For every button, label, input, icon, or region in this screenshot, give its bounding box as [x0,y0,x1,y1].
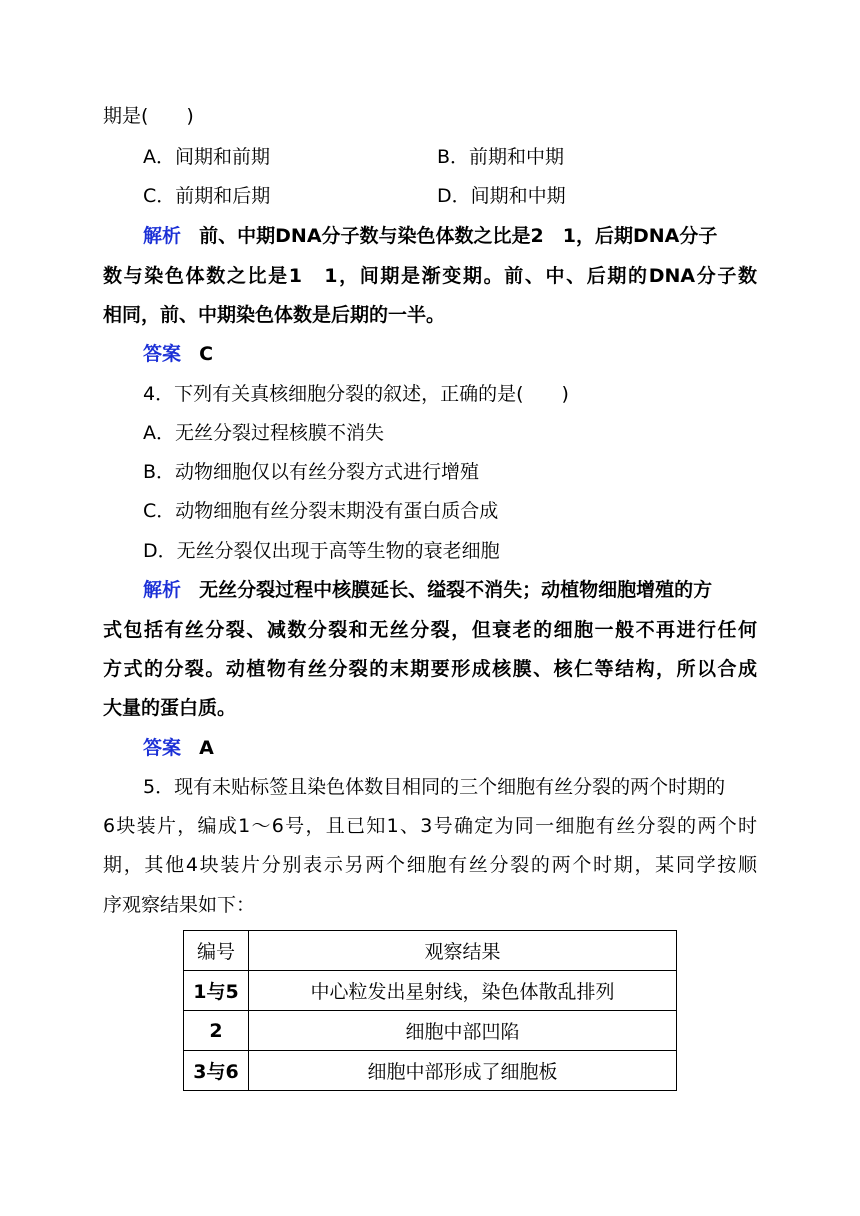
q3-analysis-line-3: 相同，前、中期染色体数是后期的一半。 [103,304,446,326]
q3-option-c: C．前期和后期 [143,185,271,207]
table-cell: 细胞中部凹陷 [249,1011,677,1051]
q4-analysis-line-1 [143,578,712,602]
q4-analysis-line-2: 式包括有丝分裂、减数分裂和无丝分裂，但衰老的细胞一般不再进行任何 [103,619,757,641]
q5-stem-line-3: 期，其他4块装片分别表示另两个细胞有丝分裂的两个时期，某同学按顺 [103,854,757,876]
table-cell: 2 [184,1011,249,1051]
q5-stem-line-1: 5．现有未贴标签且染色体数目相同的三个细胞有丝分裂的两个时期的 [143,776,726,798]
q5-stem-line-2: 6块装片，编成1～6号，且已知1、3号确定为同一细胞有丝分裂的两个时 [103,815,757,837]
q3-analysis-line-1 [143,224,717,248]
q4-answer-value: A [199,737,214,759]
table-cell: 3与6 [184,1051,249,1091]
q4-analysis-line-4: 大量的蛋白质。 [103,697,237,719]
q3-analysis-text-1: 前、中期DNA分子数与染色体数之比是2 1，后期DNA分子 [199,225,718,247]
table-header-row [184,931,677,971]
table-header-cell: 观察结果 [249,931,677,971]
q3-option-a: A．间期和前期 [143,146,270,168]
q4-option-d: D．无丝分裂仅出现于高等生物的衰老细胞 [143,540,500,562]
q4-option-a: A．无丝分裂过程核膜不消失 [143,422,384,444]
q3-stem-tail: 期是( ) [103,105,194,127]
table-cell: 细胞中部形成了细胞板 [249,1051,677,1091]
q4-analysis-label: 解析 [143,579,182,601]
q4-answer [143,736,214,760]
table-header-cell: 编号 [184,931,249,971]
q3-analysis-line-2: 数与染色体数之比是1 1，间期是渐变期。前、中、后期的DNA分子数 [103,265,757,287]
table-cell: 中心粒发出星射线，染色体散乱排列 [249,971,677,1011]
q4-answer-label: 答案 [143,737,182,759]
q3-answer-label: 答案 [143,343,182,365]
q3-option-d: D．间期和中期 [437,185,566,207]
q3-answer [143,342,213,366]
table-row [184,1051,677,1091]
q3-analysis-label: 解析 [143,225,182,247]
q3-answer-value: C [199,343,214,365]
observation-table [183,930,677,1091]
q4-stem: 4．下列有关真核细胞分裂的叙述，正确的是( ) [143,383,569,405]
table-row [184,971,677,1011]
q4-option-c: C．动物细胞有丝分裂末期没有蛋白质合成 [143,500,499,522]
q5-stem-line-4: 序观察结果如下： [103,894,256,916]
q4-option-b: B．动物细胞仅以有丝分裂方式进行增殖 [143,461,480,483]
table-row [184,1011,677,1051]
q4-analysis-text-1: 无丝分裂过程中核膜延长、缢裂不消失；动植物细胞增殖的方 [199,579,713,601]
q3-option-b: B．前期和中期 [437,146,565,168]
table-cell: 1与5 [184,971,249,1011]
q4-analysis-line-3: 方式的分裂。动植物有丝分裂的末期要形成核膜、核仁等结构，所以合成 [103,658,757,680]
